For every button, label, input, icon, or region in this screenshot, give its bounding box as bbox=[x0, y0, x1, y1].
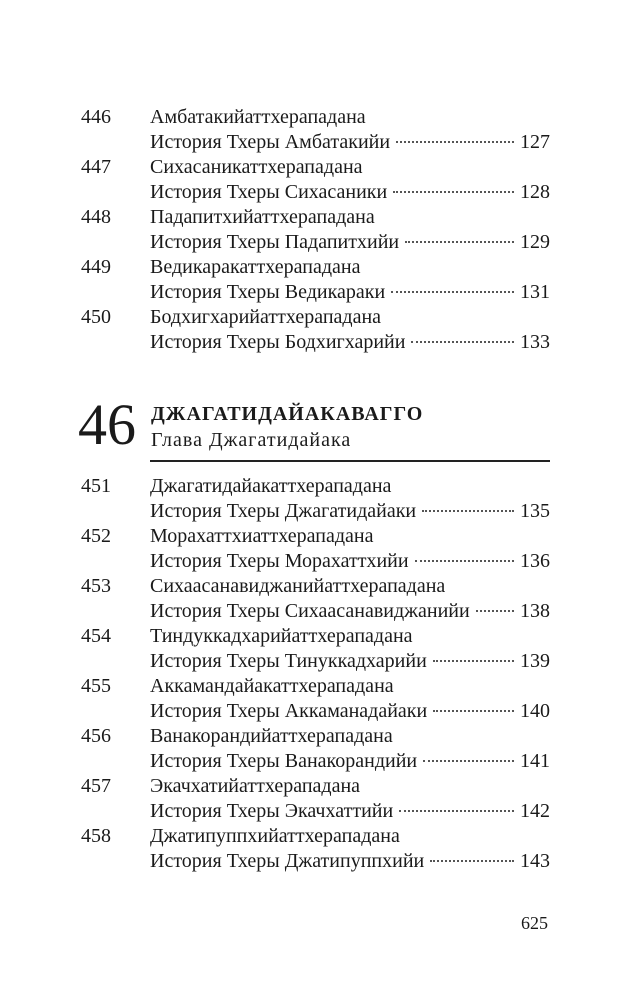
entry-subtitle-row bbox=[150, 180, 550, 205]
entry-subtitle-row bbox=[150, 699, 550, 724]
dot-leader bbox=[430, 860, 514, 862]
entry-title: Бодхигхарийаттхерападана bbox=[150, 306, 382, 328]
entry-number: 451 bbox=[81, 475, 111, 497]
chapter-title: ДЖАГАТИДАЙАКАВАГГО bbox=[151, 403, 424, 425]
toc-entry[interactable] bbox=[0, 524, 635, 574]
entry-subtitle: История Тхеры Сихаасанавиджанийи bbox=[150, 600, 470, 622]
dot-leader bbox=[476, 610, 514, 612]
entry-number: 453 bbox=[81, 575, 111, 597]
entry-subtitle: История Тхеры Экачхаттийи bbox=[150, 800, 394, 822]
page-number: 625 bbox=[521, 913, 548, 933]
entry-subtitle: История Тхеры Аккаманадайаки bbox=[150, 700, 428, 722]
entry-subtitle-row bbox=[150, 599, 550, 624]
entry-number: 446 bbox=[81, 106, 111, 128]
chapter-divider bbox=[150, 460, 550, 462]
entry-page: 127 bbox=[520, 131, 550, 153]
entry-subtitle: История Тхеры Ведикараки bbox=[150, 281, 386, 303]
entry-subtitle-row bbox=[150, 549, 550, 574]
entry-number: 449 bbox=[81, 256, 111, 278]
entry-number: 448 bbox=[81, 206, 111, 228]
toc-entry[interactable] bbox=[0, 155, 635, 205]
entry-title: Морахаттхиаттхерападана bbox=[150, 525, 374, 547]
entry-title: Аккамандайакаттхерападана bbox=[150, 675, 394, 697]
entry-subtitle: История Тхеры Сихасаники bbox=[150, 181, 388, 203]
entry-subtitle: История Тхеры Падапитхийи bbox=[150, 231, 400, 253]
toc-entry[interactable] bbox=[0, 255, 635, 305]
entry-page: 128 bbox=[520, 181, 550, 203]
toc-entry[interactable] bbox=[0, 824, 635, 874]
entry-page: 135 bbox=[520, 500, 550, 522]
entry-title: Сихаасанавиджанийаттхерападана bbox=[150, 575, 446, 597]
entry-title: Джагатидайакаттхерападана bbox=[150, 475, 392, 497]
toc-section-bottom bbox=[0, 474, 635, 874]
toc-entry[interactable] bbox=[0, 574, 635, 624]
entry-subtitle-row bbox=[150, 799, 550, 824]
dot-leader bbox=[411, 341, 514, 343]
dot-leader bbox=[433, 660, 514, 662]
dot-leader bbox=[399, 810, 514, 812]
entry-page: 129 bbox=[520, 231, 550, 253]
entry-title: Падапитхийаттхерападана bbox=[150, 206, 375, 228]
entry-subtitle: История Тхеры Амбатакийи bbox=[150, 131, 391, 153]
dot-leader bbox=[433, 710, 514, 712]
entry-page: 138 bbox=[520, 600, 550, 622]
dot-leader bbox=[422, 510, 514, 512]
entry-subtitle-row bbox=[150, 330, 550, 355]
toc-entry[interactable] bbox=[0, 724, 635, 774]
entry-number: 457 bbox=[81, 775, 111, 797]
entry-number: 452 bbox=[81, 525, 111, 547]
entry-title: Тиндуккадхарийаттхерападана bbox=[150, 625, 413, 647]
toc-entry[interactable] bbox=[0, 624, 635, 674]
dot-leader bbox=[423, 760, 514, 762]
dot-leader bbox=[396, 141, 514, 143]
entry-subtitle: История Тхеры Бодхигхарийи bbox=[150, 331, 406, 353]
chapter-subtitle: Глава Джагатидайака bbox=[151, 429, 352, 451]
entry-subtitle-row bbox=[150, 230, 550, 255]
toc-entry[interactable] bbox=[0, 774, 635, 824]
toc-entry[interactable] bbox=[0, 205, 635, 255]
chapter-heading bbox=[0, 392, 635, 465]
entry-title: Джатипуппхийаттхерападана bbox=[150, 825, 400, 847]
entry-subtitle-row bbox=[150, 280, 550, 305]
entry-subtitle-row bbox=[150, 130, 550, 155]
entry-number: 458 bbox=[81, 825, 111, 847]
toc-entry[interactable] bbox=[0, 474, 635, 524]
entry-number: 454 bbox=[81, 625, 111, 647]
entry-page: 139 bbox=[520, 650, 550, 672]
entry-subtitle-row bbox=[150, 749, 550, 774]
toc-section-top bbox=[0, 105, 635, 355]
entry-page: 133 bbox=[520, 331, 550, 353]
entry-subtitle: История Тхеры Тинуккадхарийи bbox=[150, 650, 427, 672]
entry-page: 131 bbox=[520, 281, 550, 303]
entry-number: 447 bbox=[81, 156, 111, 178]
entry-title: Ванакорандийаттхерападана bbox=[150, 725, 393, 747]
entry-page: 140 bbox=[520, 700, 550, 722]
toc-entry[interactable] bbox=[0, 105, 635, 155]
entry-page: 141 bbox=[520, 750, 550, 772]
entry-title: Ведикаракаттхерападана bbox=[150, 256, 361, 278]
entry-number: 455 bbox=[81, 675, 111, 697]
entry-number: 456 bbox=[81, 725, 111, 747]
dot-leader bbox=[391, 291, 514, 293]
dot-leader bbox=[393, 191, 514, 193]
entry-subtitle: История Тхеры Ванакорандийи bbox=[150, 750, 418, 772]
entry-subtitle: История Тхеры Джатипуппхийи bbox=[150, 850, 425, 872]
entry-page: 136 bbox=[520, 550, 550, 572]
toc-entry[interactable] bbox=[0, 305, 635, 355]
entry-page: 143 bbox=[520, 850, 550, 872]
entry-subtitle: История Тхеры Джагатидайаки bbox=[150, 500, 417, 522]
entry-title: Амбатакийаттхерападана bbox=[150, 106, 366, 128]
entry-page: 142 bbox=[520, 800, 550, 822]
chapter-number: 46 bbox=[78, 392, 136, 457]
entry-title: Сихасаникаттхерападана bbox=[150, 156, 363, 178]
dot-leader bbox=[415, 560, 514, 562]
entry-subtitle-row bbox=[150, 649, 550, 674]
entry-subtitle: История Тхеры Морахаттхийи bbox=[150, 550, 409, 572]
toc-entry[interactable] bbox=[0, 674, 635, 724]
entry-subtitle-row bbox=[150, 499, 550, 524]
entry-subtitle-row bbox=[150, 849, 550, 874]
dot-leader bbox=[405, 241, 514, 243]
entry-number: 450 bbox=[81, 306, 111, 328]
entry-title: Экачхатийаттхерападана bbox=[150, 775, 361, 797]
